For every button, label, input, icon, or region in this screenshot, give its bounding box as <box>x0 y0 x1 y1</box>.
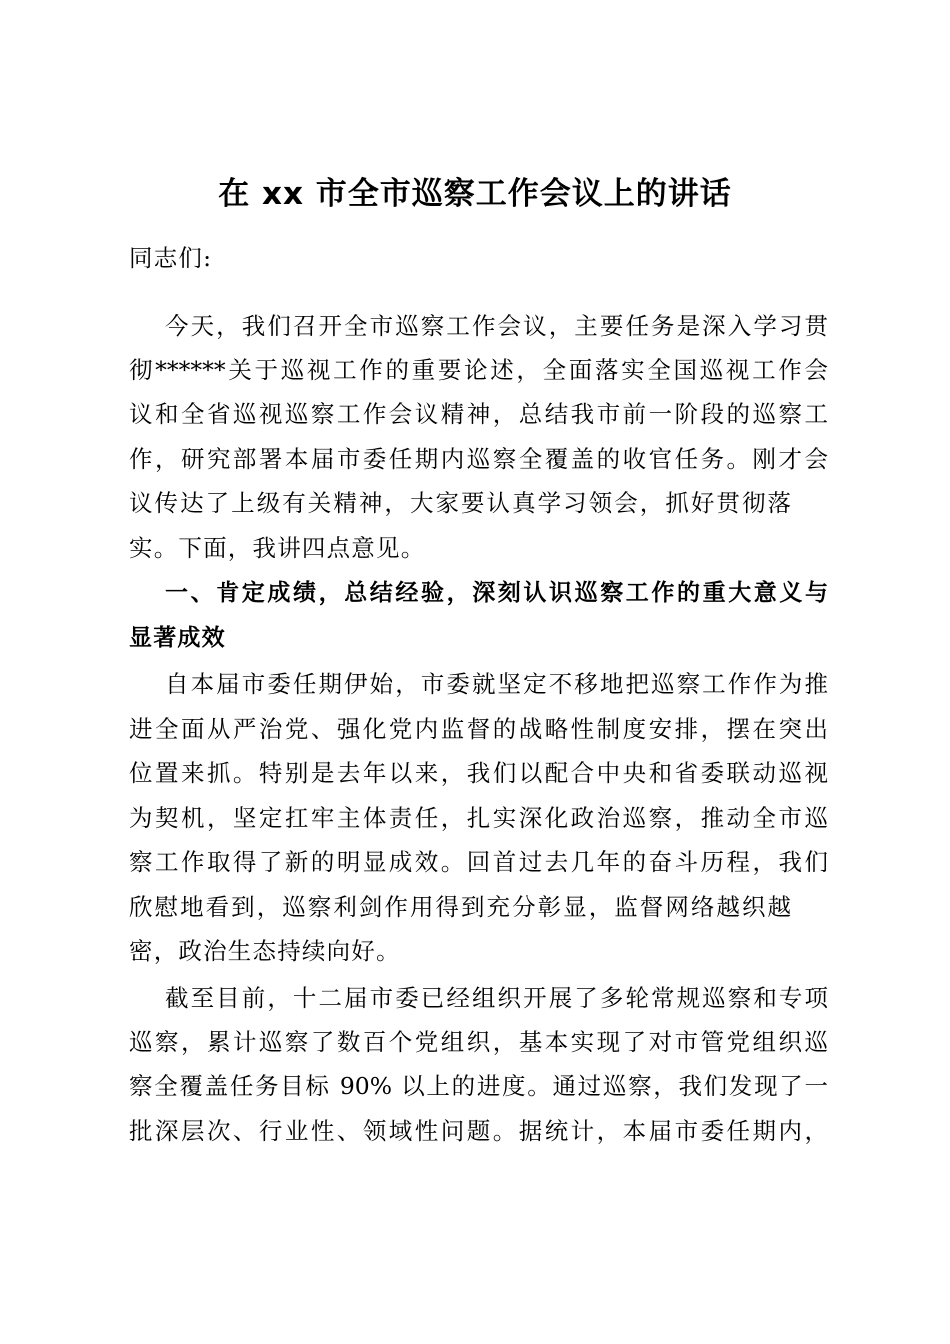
paragraph-line: 察全覆盖任务目标 90% 以上的进度。通过巡察，我们发现了一 <box>129 1072 828 1100</box>
paragraph-line: 作，研究部署本届市委任期内巡察全覆盖的收官任务。刚才会 <box>129 445 828 473</box>
paragraph-line: 欣慰地看到，巡察利剑作用得到充分彰显，监督网络越织越 <box>129 893 791 921</box>
paragraph-line: 密，政治生态持续向好。 <box>129 937 401 965</box>
paragraph-line: 位置来抓。特别是去年以来，我们以配合中央和省委联动巡视 <box>129 759 828 787</box>
paragraph-line: 议和全省巡视巡察工作会议精神，总结我市前一阶段的巡察工 <box>129 400 828 428</box>
section-heading: 显著成效 <box>129 625 226 651</box>
paragraph-line: 彻******关于巡视工作的重要论述，全面落实全国巡视工作会 <box>129 356 828 384</box>
paragraph-line: 截至目前，十二届市委已经组织开展了多轮常规巡察和专项 <box>165 984 828 1012</box>
paragraph-line: 巡察，累计巡察了数百个党组织，基本实现了对市管党组织巡 <box>129 1028 828 1056</box>
paragraph-line: 自本届市委任期伊始，市委就坚定不移地把巡察工作作为推 <box>165 670 828 698</box>
paragraph-line: 议传达了上级有关精神，大家要认真学习领会，抓好贯彻落 <box>129 489 791 517</box>
paragraph-line: 为契机，坚定扛牢主体责任，扎实深化政治巡察，推动全市巡 <box>129 804 828 832</box>
paragraph-line: 实。下面，我讲四点意见。 <box>129 534 426 562</box>
section-heading: 一、肯定成绩，总结经验，深刻认识巡察工作的重大意义与 <box>165 580 828 606</box>
paragraph-line: 察工作取得了新的明显成效。回首过去几年的奋斗历程，我们 <box>129 848 828 876</box>
paragraph-line: 进全面从严治党、强化党内监督的战略性制度安排，摆在突出 <box>129 715 828 743</box>
paragraph-line: 今天，我们召开全市巡察工作会议，主要任务是深入学习贯 <box>165 312 828 340</box>
paragraph-line: 批深层次、行业性、领域性问题。据统计，本届市委任期内， <box>129 1117 828 1145</box>
salutation: 同志们: <box>129 244 213 272</box>
document-title: 在 xx 市全市巡察工作会议上的讲话 <box>218 176 732 212</box>
